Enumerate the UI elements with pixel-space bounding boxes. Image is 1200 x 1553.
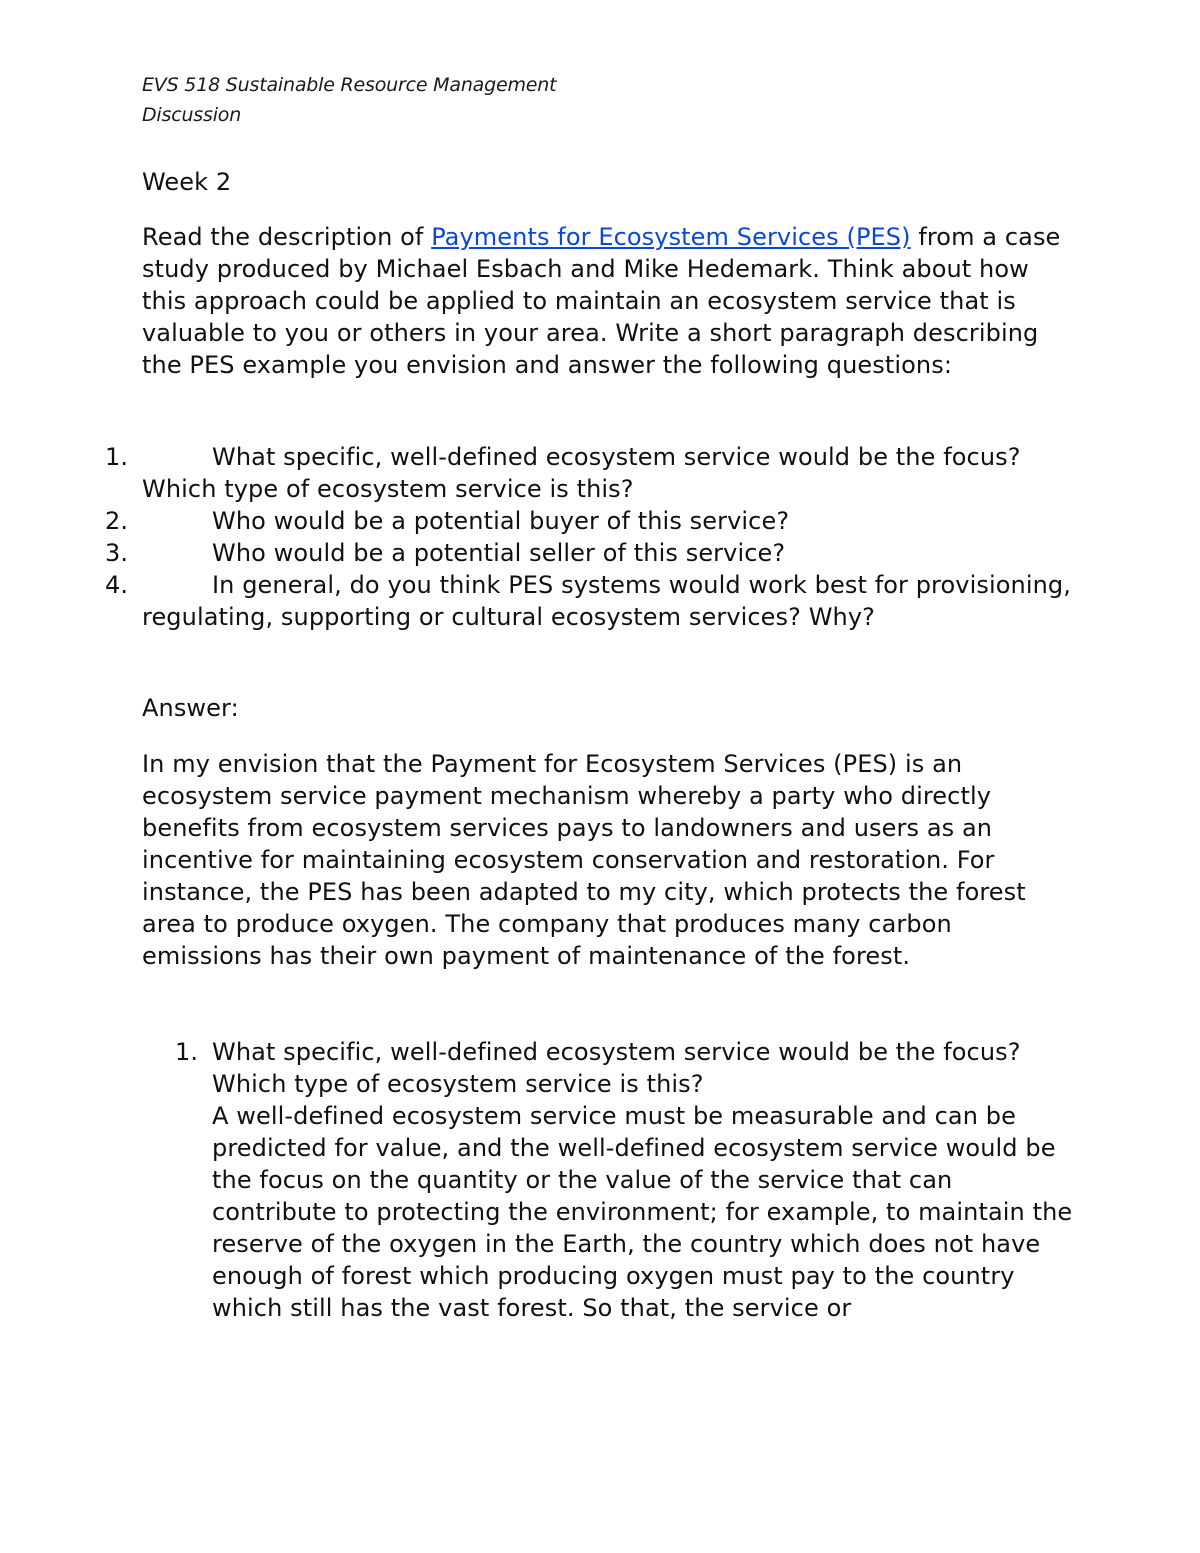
list-item <box>105 537 1085 569</box>
intro-prefix: Read the description of <box>142 223 432 251</box>
question-text: What specific, well-defined ecosystem service would be the focus? Which type of ecosystem service is this? <box>142 443 1021 503</box>
course-title: EVS 518 Sustainable Resource Management <box>142 74 557 96</box>
list-number: 1. <box>175 1038 199 1066</box>
pes-link[interactable]: Payments for Ecosystem Services (PES) <box>431 223 911 251</box>
list-item <box>105 441 1085 505</box>
list-number: 2. <box>105 507 129 535</box>
list-item <box>175 1036 1075 1324</box>
week-heading: Week 2 <box>142 168 232 196</box>
answer-list <box>175 1036 1075 1324</box>
intro-paragraph <box>142 221 1072 381</box>
header-subtitle: Discussion <box>142 104 242 126</box>
list-item <box>105 569 1085 633</box>
question-text: In general, do you think PES systems would work best for provisioning, regulating, supporting or cultural ecosystem services? Why? <box>142 571 1071 631</box>
question-text: Who would be a potential buyer of this service? <box>212 507 790 535</box>
intro-suffix: from a case study produced by Michael Esbach and Mike Hedemark. Think about how this approach could be applied to maintain an ecosystem service that is valuable to you or others in your area. Write a short paragraph describing the PES example you envision and answer the following questions: <box>142 223 1061 379</box>
answer-paragraph: In my envision that the Payment for Ecosystem Services (PES) is an ecosystem service payment mechanism whereby a party who directly benefits from ecosystem services pays to landowners and users as an incentive for maintaining ecosystem conservation and restoration. For instance, the PES has been adapted to my city, which protects the forest area to produce oxygen. The company that produces many carbon emissions has their own payment of maintenance of the forest. <box>142 750 1026 970</box>
question-text: Who would be a potential seller of this service? <box>212 539 786 567</box>
document-header <box>142 70 556 130</box>
list-item <box>105 505 1085 537</box>
list-number: 3. <box>105 539 129 567</box>
answer-text: A well-defined ecosystem service must be measurable and can be predicted for value, and the well-defined ecosystem service would be the focus on the quantity or the value of the service that can contribute to protecting the environment; for example, to maintain the reserve of the oxygen in the Earth, the country which does not have enough of forest which producing oxygen must pay to the country which still has the vast forest. So that, the service or <box>212 1102 1073 1322</box>
answer-question-text: What specific, well-defined ecosystem service would be the focus? Which type of ecosystem service is this? <box>212 1038 1021 1098</box>
question-list <box>105 441 1085 633</box>
list-number: 1. <box>105 443 129 471</box>
list-number: 4. <box>105 571 129 599</box>
answer-heading: Answer: <box>142 694 239 722</box>
